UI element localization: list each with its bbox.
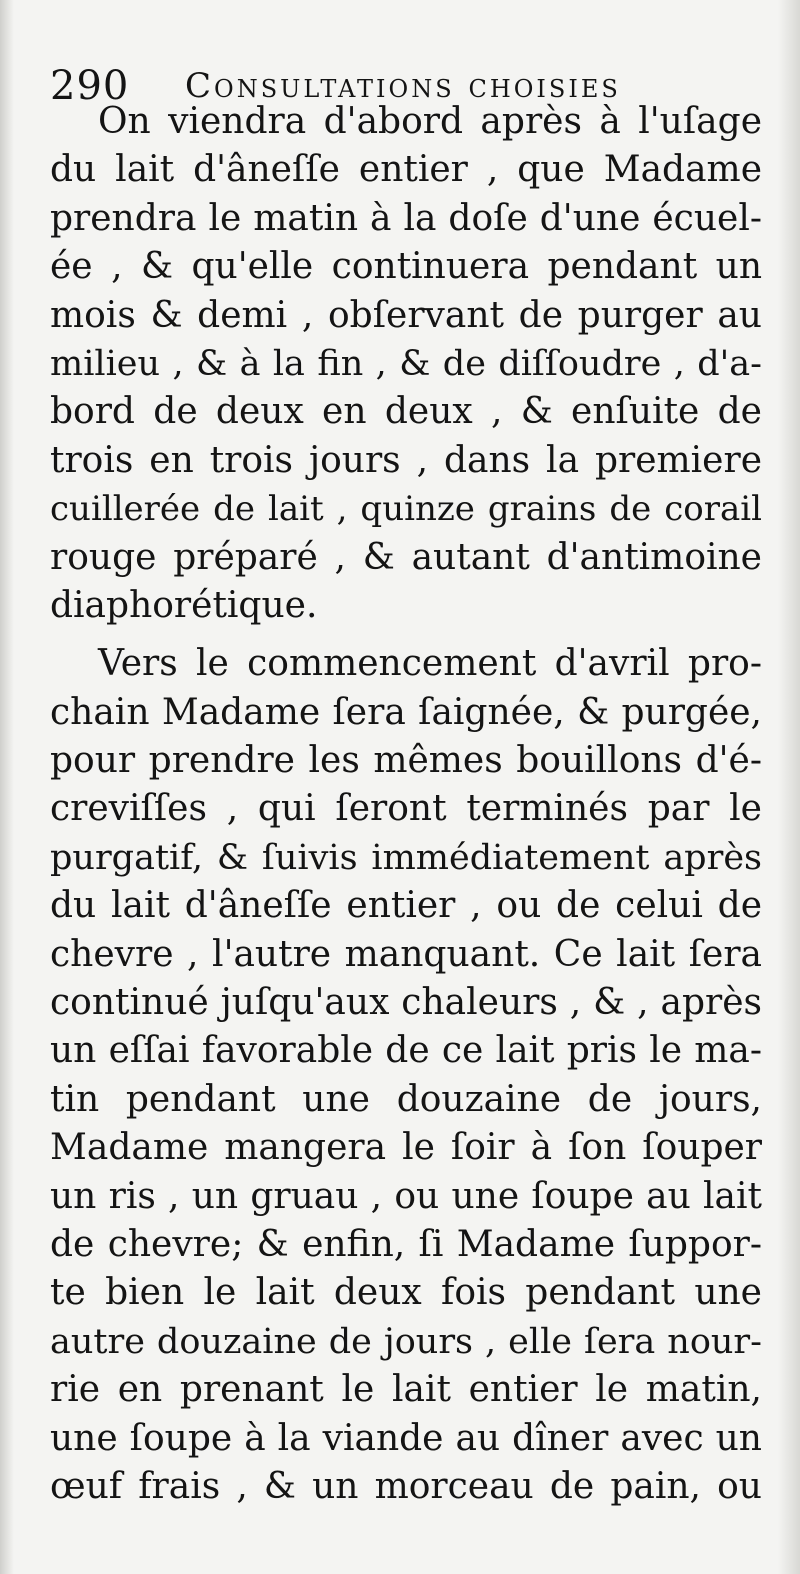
text-line: milieu , & à la fin , & de diſſoudre , d'a- (50, 343, 762, 384)
page-edge-shadow (778, 0, 800, 1574)
text-line: mois & demi , obſervant de purger au (50, 294, 762, 336)
text-line: ée , & qu'elle continuera pendant un (50, 246, 762, 288)
text-line: trois en trois jours , dans la premiere (50, 439, 762, 481)
text-line: Madame mangera le ſoir à ſon ſouper (50, 1127, 762, 1169)
text-line: purgatif, & ſuivis immédiatement après (50, 837, 762, 878)
body-text (50, 98, 762, 1511)
text-line: autre douzaine de jours , elle ſera nour- (50, 1321, 762, 1362)
page-number: 290 (50, 63, 130, 109)
text-line: creviſſes , qui ſeront terminés par le (50, 788, 762, 830)
text-line: un eſſai favorable de ce lait pris le ma- (50, 1030, 762, 1072)
page-edge-shadow (0, 0, 14, 1574)
text-line: rouge préparé , & autant d'antimoine (50, 536, 762, 578)
text-line: un ris , un gruau , ou une ſoupe au lait (50, 1175, 762, 1217)
text-line: bord de deux en deux , & enſuite de (50, 391, 762, 433)
text-line: une ſoupe à la viande au dîner avec un (50, 1417, 762, 1459)
text-line: rie en prenant le lait entier le matin, (50, 1369, 762, 1411)
text-line: pour prendre les mêmes bouillons d'é- (50, 740, 762, 782)
text-line: œuf frais , & un morceau de pain, ou (50, 1465, 762, 1507)
text-line: de chevre; & enfin, ſi Madame ſuppor- (50, 1223, 762, 1265)
paragraph (50, 640, 762, 1511)
text-line: On viendra d'abord après à l'uſage (98, 101, 762, 142)
text-line: du lait d'âneſſe entier , que Madame (50, 149, 762, 191)
text-line: du lait d'âneſſe entier , ou de celui de (50, 885, 762, 927)
text-line: prendra le matin à la doſe d'une écuel- (50, 197, 762, 239)
text-line: cuillerée de lait , quinze grains de corail (50, 489, 762, 530)
text-line: continué juſqu'aux chaleurs , & , après (50, 982, 762, 1024)
text-line: chevre , l'autre manquant. Ce lait ſera (50, 933, 762, 975)
text-line: chain Madame ſera ſaignée, & purgée, (50, 691, 762, 733)
paragraph (50, 98, 762, 630)
text-line: Vers le commencement d'avril pro- (98, 643, 762, 685)
text-line: tin pendant une douzaine de jours, (50, 1078, 762, 1120)
text-line: diaphorétique. (50, 584, 318, 626)
text-line: te bien le lait deux fois pendant une (50, 1272, 762, 1314)
running-title: Consultations choisies (185, 66, 621, 106)
